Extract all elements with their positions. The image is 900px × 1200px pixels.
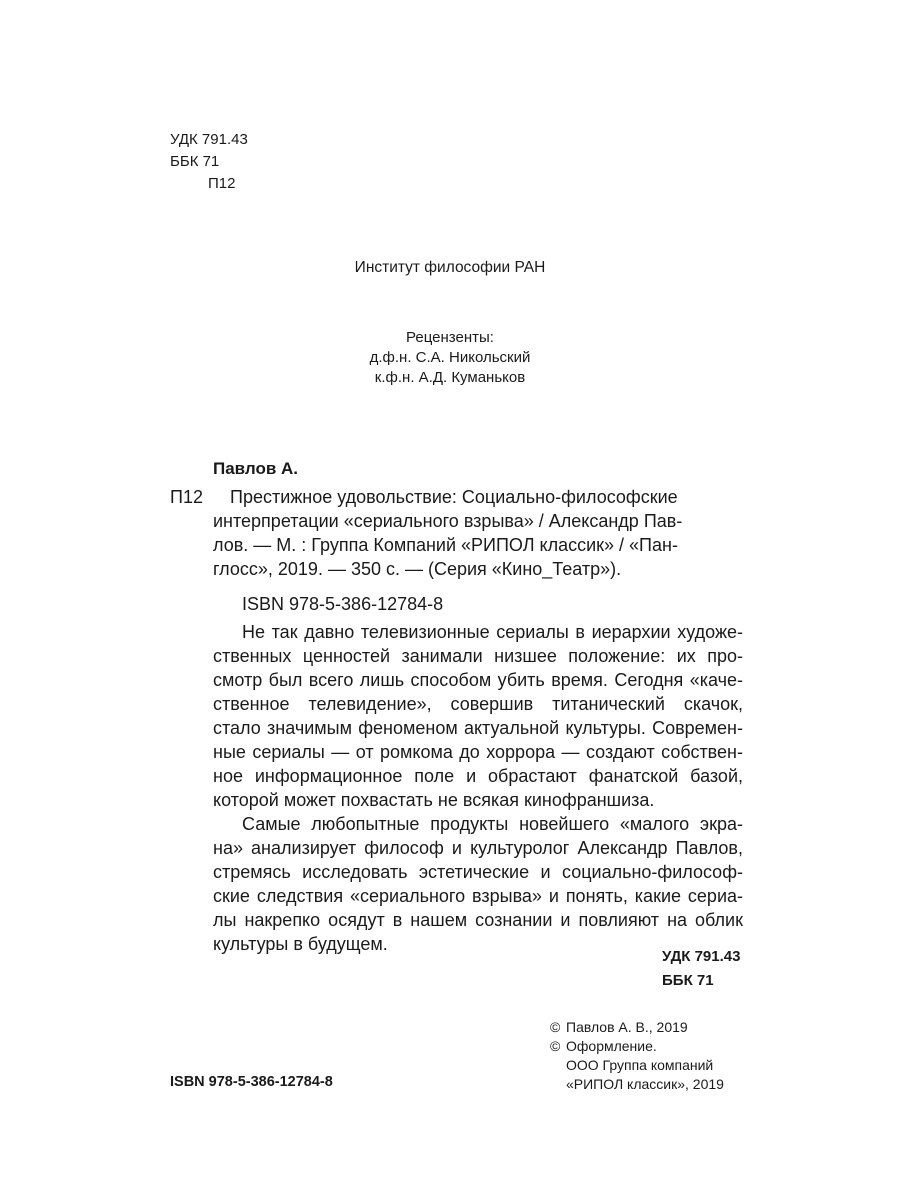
author-mark: П12 — [208, 175, 236, 192]
copyright-publisher: ООО Группа компаний — [566, 1057, 714, 1073]
copyright-icon: © — [550, 1038, 561, 1054]
abstract-line: ное информационное поле и обрастают фанатской базой, — [213, 766, 743, 786]
abstract-line: стремясь исследовать эстетические и социально-философ- — [213, 862, 743, 882]
abstract-line: на» анализирует философ и культуролог Александр Павлов, — [213, 838, 743, 858]
abstract-line: ственное телевидение», совершив титанический скачок, — [213, 694, 743, 714]
abstract-line: культуры в будущем. — [213, 934, 388, 954]
copyright-row — [550, 1018, 724, 1037]
copyright-design: Оформление. — [566, 1038, 657, 1054]
abstract-line: ские следствия «сериального взрыва» и понять, какие сериа- — [213, 886, 743, 906]
abstract-line: которой может похвастать не всякая кинофраншиза. — [213, 790, 655, 810]
bibliographic-description — [213, 485, 682, 581]
footer-udk: УДК 791.43 — [662, 948, 741, 965]
author-name: Павлов А. — [213, 459, 299, 478]
copyright-icon: © — [550, 1019, 561, 1035]
reviewer-name: к.ф.н. А.Д. Куманьков — [374, 369, 526, 386]
abstract — [213, 620, 743, 956]
description-line: лов. — М. : Группа Компаний «РИПОЛ классик» / «Пан- — [213, 535, 678, 555]
abstract-line: смотр был всего лишь способом убить время. Сегодня «каче- — [213, 670, 743, 690]
footer-bbk: ББК 71 — [662, 972, 714, 989]
copyright-publisher-name: «РИПОЛ классик», 2019 — [566, 1076, 724, 1092]
abstract-line: Не так давно телевизионные сериалы в иерархии художе- — [242, 622, 743, 642]
abstract-line: Самые любопытные продукты новейшего «малого экра- — [242, 814, 743, 834]
description-line: глосс», 2019. — 350 с. — (Серия «Кино_Театр»). — [213, 559, 622, 579]
isbn: ISBN 978-5-386-12784-8 — [242, 594, 444, 614]
abstract-line: ственных ценностей занимали низшее положение: их про- — [213, 646, 743, 666]
description-line: интерпретации «сериального взрыва» / Александр Пав- — [213, 511, 683, 531]
copyright-block — [550, 1018, 724, 1094]
bbk-code: ББК 71 — [170, 153, 220, 170]
footer-codes — [662, 945, 740, 993]
abstract-line: ные сериалы — от ромкома до хоррора — создают собствен- — [213, 742, 743, 762]
abstract-line: стало значимым феноменом актуальной культуры. Современ- — [213, 718, 743, 738]
description-line: Престижное удовольствие: Социально-философские — [230, 487, 678, 507]
bibliography-code: П12 — [170, 487, 203, 507]
copyright-row — [550, 1037, 724, 1056]
udk-code: УДК 791.43 — [170, 131, 248, 148]
reviewers-block — [0, 328, 900, 388]
copyright-author: Павлов А. В., 2019 — [566, 1019, 688, 1035]
institution: Институт философии РАН — [354, 259, 546, 276]
reviewers-heading: Рецензенты: — [406, 329, 494, 346]
abstract-line: лы накрепко осядут в нашем сознании и повлияют на облик — [213, 910, 743, 930]
isbn-bottom: ISBN 978-5-386-12784-8 — [170, 1074, 333, 1090]
reviewer-name: д.ф.н. С.А. Никольский — [369, 349, 531, 366]
